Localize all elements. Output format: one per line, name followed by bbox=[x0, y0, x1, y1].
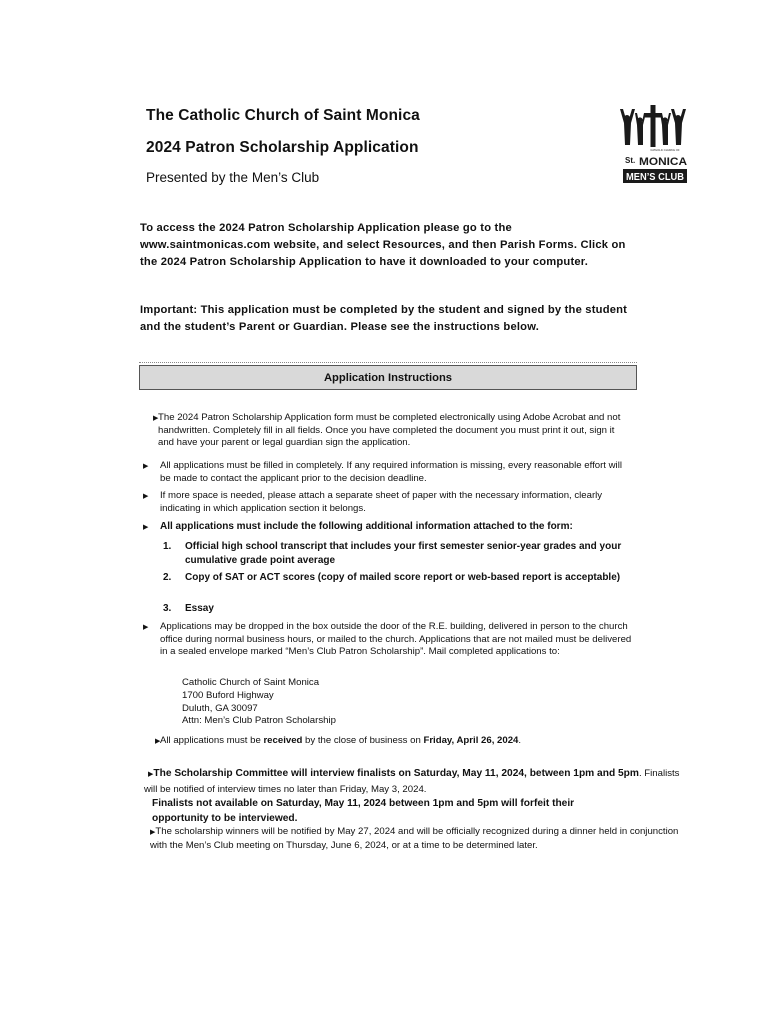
bullet-text: If more space is needed, please attach a separate sheet of paper with the necessary information, clearly indicating in which application section it belongs. bbox=[160, 490, 603, 514]
section-heading-label: Application Instructions bbox=[323, 371, 453, 384]
logo-st: St. bbox=[625, 156, 636, 165]
bullet-text: All applications must include the following additional information attached to the form: bbox=[160, 521, 573, 532]
arrow-right-icon: ▶ bbox=[143, 493, 149, 500]
interview-notice: . Finalists will be notified of interview times no later than Friday, May 3, 2024. bbox=[144, 768, 680, 795]
item-text: Copy of SAT or ACT scores (copy of mailed score report or web-based report is acceptable) bbox=[185, 572, 621, 583]
mens-club-logo bbox=[618, 105, 690, 185]
bullet-item bbox=[143, 621, 635, 659]
item-number: 1. bbox=[163, 541, 172, 552]
address-line: Catholic Church of Saint Monica bbox=[182, 677, 320, 688]
bullet-item bbox=[143, 490, 630, 515]
arrow-right-icon: ▶ bbox=[148, 771, 154, 778]
interview-warning: Finalists not available on Saturday, May 11, 2024 between 1pm and 5pm will forfeit their opportunity to be interviewed. bbox=[152, 798, 575, 824]
item-number: 3. bbox=[163, 603, 172, 614]
access-instructions: To access the 2024 Patron Scholarship Application please go to the www.saintmonicas.com website, and select Resources, and then Parish Forms. Click on the 2024 Patron Scholarship Application to have it downloaded to your computer. bbox=[140, 222, 626, 268]
subtitle: Presented by the Men’s Club bbox=[146, 170, 320, 185]
bullet-item bbox=[153, 412, 633, 450]
item-text: Essay bbox=[185, 603, 214, 614]
logo-small-text: CATHOLIC CHURCH OF bbox=[650, 149, 680, 152]
address-line: 1700 Buford Highway bbox=[182, 689, 274, 701]
deadline-item bbox=[155, 735, 640, 748]
winners-notice: The scholarship winners will be notified by May 27, 2024 and will be officially recognized during a dinner held in conjunction with the Men’s Club meeting on Thursday, June 6, 2024, or at a time to be determined later. bbox=[150, 826, 679, 851]
page-title-line2: 2024 Patron Scholarship Application bbox=[146, 139, 419, 156]
bullet-item bbox=[143, 521, 640, 534]
arrow-right-icon: ▶ bbox=[155, 738, 161, 745]
deadline-text: All applications must be bbox=[160, 735, 264, 746]
address-line: Duluth, GA 30097 bbox=[182, 702, 258, 714]
item-text: Official high school transcript that includes your first semester senior-year grades and your cumulative grade point average bbox=[185, 541, 622, 566]
deadline-text: by the close of business on bbox=[302, 735, 424, 746]
arrow-right-icon: ▶ bbox=[143, 624, 149, 631]
item-number: 2. bbox=[163, 572, 172, 583]
interview-schedule: The Scholarship Committee will interview finalists on Saturday, May 11, 2024, between 1pm and 5pm bbox=[153, 768, 639, 779]
arrow-right-icon: ▶ bbox=[143, 463, 149, 470]
arrow-right-icon: ▶ bbox=[153, 415, 159, 422]
section-heading bbox=[139, 365, 637, 390]
logo-monica: MONICA bbox=[639, 156, 688, 168]
deadline-date: Friday, April 26, 2024 bbox=[423, 735, 519, 746]
deadline-text: . bbox=[518, 735, 522, 746]
bullet-item bbox=[143, 460, 630, 485]
bullet-text: All applications must be filled in completely. If any required information is missing, every reasonable effort will be made to contact the applicant prior to the decision deadline. bbox=[160, 460, 622, 484]
mailing-address bbox=[182, 677, 336, 728]
deadline-received: received bbox=[263, 735, 303, 746]
arrow-right-icon: ▶ bbox=[150, 829, 156, 836]
bullet-text: Applications may be dropped in the box outside the door of the R.E. building, delivered in person to the church office during normal business hours, or mailed to the church. Applications that are not mailed must be delivered in a sealed envelope marked “Men’s Club Patron Scholarship”. Mail completed applications to: bbox=[160, 621, 632, 657]
bullet-text: The 2024 Patron Scholarship Application form must be completed electronically using Adobe Acrobat and not handwritten. Completely fill in all fields. Once you have completed the document you must print it out, sign it and have your parent or legal guardian sign the application. bbox=[158, 412, 621, 448]
address-line: Attn: Men’s Club Patron Scholarship bbox=[182, 715, 336, 727]
interview-section bbox=[144, 767, 692, 852]
important-note: Important: This application must be completed by the student and signed by the student and the student’s Parent or Guardian. Please see the instructions below. bbox=[140, 304, 628, 333]
divider bbox=[139, 362, 637, 363]
logo-mens-club: MEN’S CLUB bbox=[626, 172, 684, 183]
page-title-line1: The Catholic Church of Saint Monica bbox=[146, 107, 420, 124]
arrow-right-icon: ▶ bbox=[143, 524, 149, 531]
